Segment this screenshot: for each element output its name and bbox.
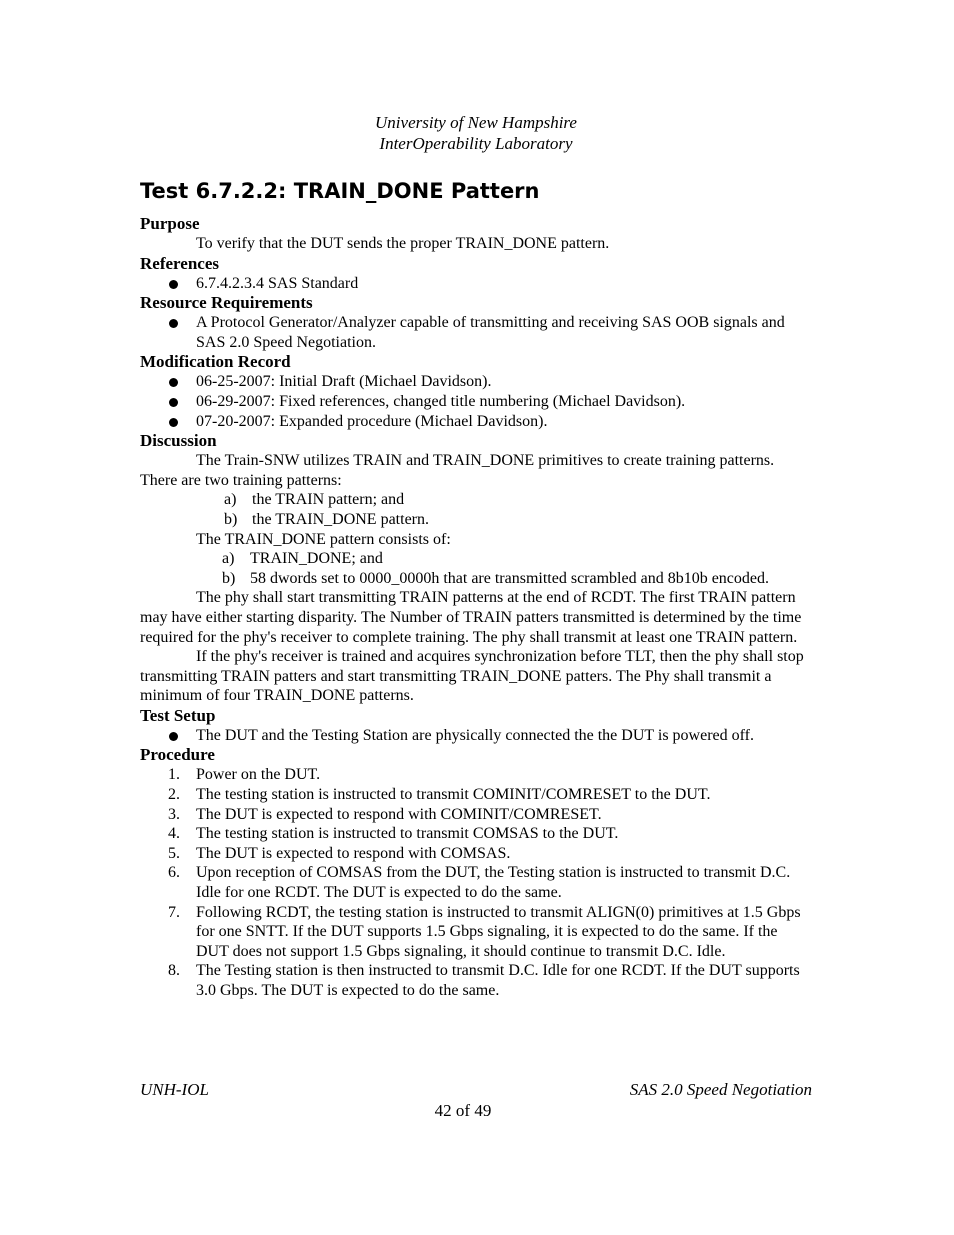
list-item: 2. The testing station is instructed to transmit COMINIT/COMRESET to the DUT. (168, 786, 711, 804)
discussion-consists: The TRAIN_DONE pattern consists of: (196, 530, 451, 548)
setup-list (140, 726, 812, 746)
list-item: 1. Power on the DUT. (168, 766, 321, 784)
list-item: 8. The Testing station is then instructed to transmit D.C. Idle for one RCDT. If the DUT supports 3.0 Gbps. The DUT is expected to do the same. (168, 962, 800, 999)
list-item: 6.7.4.2.3.4 SAS Standard (140, 274, 812, 294)
list-item: 4. The testing station is instructed to transmit COMSAS to the DUT. (168, 825, 619, 843)
bullet-icon (169, 398, 178, 407)
list-item: The DUT and the Testing Station are physically connected the the DUT is powered off. (140, 726, 812, 746)
modification-heading: Modification Record (140, 352, 291, 372)
list-item: a) the TRAIN pattern; and (224, 491, 405, 509)
bullet-icon (169, 732, 178, 741)
page-number: 42 of 49 (434, 1101, 492, 1120)
list-item: 06-25-2007: Initial Draft (Michael Davidson). (140, 372, 812, 392)
list-item: 7. Following RCDT, the testing station is instructed to transmit ALIGN(0) primitives at 1.5 Gbps for one SNTT. If the DUT supports 1.5 Gbps signaling, it is expected to do the same. If the DUT does not support 1.5 Gbps signaling, it should continue to transmit D.C. Idle. (168, 903, 801, 960)
list-item: a) TRAIN_DONE; and (222, 550, 383, 568)
resources-list (140, 313, 812, 352)
references-heading: References (140, 253, 219, 273)
bullet-icon (169, 418, 178, 427)
list-item: 07-20-2007: Expanded procedure (Michael Davidson). (140, 412, 812, 432)
resources-heading: Resource Requirements (140, 293, 313, 313)
bullet-icon (169, 280, 178, 289)
header-line-1: University of New Hampshire (375, 113, 577, 132)
list-item: b) 58 dwords set to 0000_0000h that are transmitted scrambled and 8b10b encoded. (222, 569, 769, 587)
procedure-heading: Procedure (140, 745, 215, 765)
footer-right: SAS 2.0 Speed Negotiation (629, 1080, 812, 1099)
list-item: 6. Upon reception of COMSAS from the DUT, the Testing station is instructed to transmit D.C. Idle for one RCDT. The DUT is expected to do the same. (168, 864, 791, 902)
list-item: 3. The DUT is expected to respond with COMINIT/COMRESET. (168, 805, 602, 823)
discussion-paragraph-2: If the phy's receiver is trained and acquires synchronization before TLT, then the phy shall stop transmitting TRAIN patters and start transmitting TRAIN_DONE patters. The Phy shall transmit a minimum of four TRAIN_DONE patterns. (140, 648, 804, 705)
list-item: b) the TRAIN_DONE pattern. (224, 510, 429, 528)
purpose-heading: Purpose (140, 214, 200, 233)
header-line-2: InterOperability Laboratory (379, 134, 573, 153)
discussion-intro: The Train-SNW utilizes TRAIN and TRAIN_DONE primitives to create training patterns. There are two training patterns: (140, 452, 775, 489)
document-page (140, 112, 812, 1001)
procedure-list (140, 765, 812, 1000)
pattern-list (140, 490, 812, 529)
references-list (140, 274, 812, 294)
modification-list (140, 372, 812, 431)
test-title: Test 6.7.2.2: TRAIN_DONE Pattern (140, 179, 540, 203)
list-item: 06-29-2007: Fixed references, changed title numbering (Michael Davidson). (140, 392, 812, 412)
parts-list (140, 549, 812, 588)
discussion-heading: Discussion (140, 431, 217, 451)
bullet-icon (169, 319, 178, 328)
page-header (140, 112, 812, 154)
discussion-paragraph-1: The phy shall start transmitting TRAIN patterns at the end of RCDT. The first TRAIN pattern may have either starting disparity. The Number of TRAIN patters transmitted is determined by the time required for the phy's receiver to complete training. The phy shall transmit at least one TRAIN pattern. (140, 589, 802, 646)
purpose-text: To verify that the DUT sends the proper TRAIN_DONE pattern. (196, 235, 610, 252)
footer-left: UNH-IOL (140, 1080, 209, 1099)
list-item: A Protocol Generator/Analyzer capable of transmitting and receiving SAS OOB signals and SAS 2.0 Speed Negotiation. (140, 313, 812, 352)
list-item: 5. The DUT is expected to respond with COMSAS. (168, 844, 511, 862)
setup-heading: Test Setup (140, 705, 216, 725)
bullet-icon (169, 378, 178, 387)
